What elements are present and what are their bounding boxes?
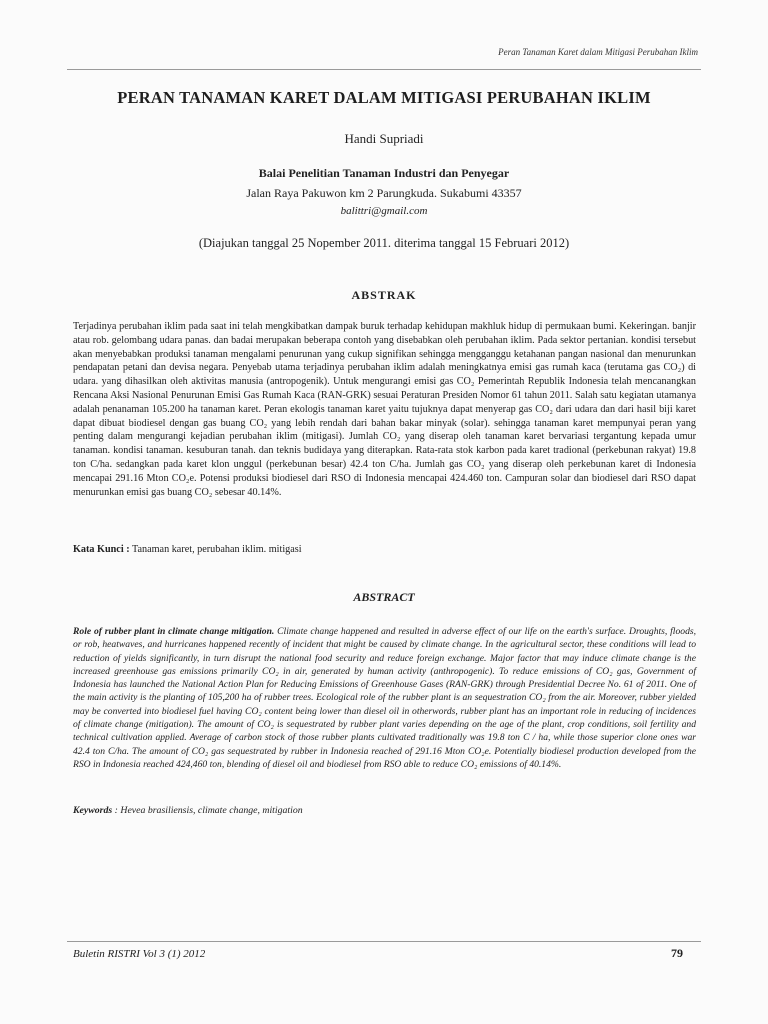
footer-rule [67, 941, 701, 942]
abstrak-body: Terjadinya perubahan iklim pada saat ini telah mengkibatkan dampak buruk terhadap kehidupan makhluk hidup di permukaan bumi. Kekeringan. banjir atau rob. gelombang udara panas. dan badai merupakan beberapa contoh yang disebabkan oleh perubahan iklim. Pada sektor pertanian. kondisi tersebut akan menyebabkan produksi tanaman mengalami penurunan yang cukup signifikan sehingga mengganggu ketahanan pangan nasional dan menurunkan pendapatan petani dan devisa negara. Penyebab utama terjadinya perubahan iklim adalah meningkatnya emisi gas rumah kaca (terutama gas CO₂) di udara. yang dihasilkan oleh aktivitas manusia (antropogenik). Untuk mengurangi emisi gas CO₂ Pemerintah Republik Indonesia telah mencanangkan Rencana Aksi Nasional Penurunan Emisi Gas Rumah Kaca (RAN-GRK) sesuai Peraturan Presiden Nomor 61 tahun 2011. Salah satu kegiatan utamanya adalah penanaman 105.200 ha tanaman karet. Peran ekologis tanaman karet yaitu tujuknya dapat menyerap gas CO₂ dari udara dan dari hasil biji karet dapat dibuat biodiesel dengan gas buang CO₂ yang lebih rendah dari bahan bakar minyak (solar). sehingga tanaman karet mempunyai peran yang penting dalam mengurangi kejadian perubahan iklim (mitigasi). Jumlah CO₂ yang diserap oleh tanaman karet bervariasi tergantung kepada umur tanaman. kondisi tanaman. kesuburan tanah. dan teknis budidaya yang diterapkan. Rata-rata stok karbon pada karet tradional (perkebunan rakyat) 19.8 ton C/ha. sedangkan pada karet klon unggul (perkebunan besar) 42.4 ton C/ha. Jumlah gas CO₂ yang diserap oleh perkebunan karet di Indonesia mencapai 291.16 Mton CO₂e. Potensi produksi biodiesel dari RSO di Indonesia mencapai 424.460 ton. Campuran solar dan biodiesel dari RSO dapat menurunkan emisi gas buang CO₂ sebesar 40.14%. [73, 321, 696, 498]
abstract-lead: Role of rubber plant in climate change mitigation. [73, 626, 275, 637]
header-rule [67, 69, 701, 70]
author-name: Handi Supriadi [344, 131, 424, 146]
journal-citation: Buletin RISTRI Vol 3 (1) 2012 [73, 948, 206, 960]
page-number: 79 [671, 946, 683, 960]
abstract-text: Climate change happened and resulted in adverse effect of our life on the earth's surface. Droughts, floods, or rob, heatwaves, and hurricanes happened recently of incident that might be caused by climate change. In the agricultural sector, these conditions will lead to reduction of yields significantly, in turn disrupt the national food security and reduce foreign exchange. Major factor that may induce climate change is the increased greenhouse gas emissions primarily CO₂ in air, generated by human activity (anthropogenic). To reduce emissions of CO₂ gas, Government of Indonesia has launched the National Action Plan for Reducing Emissions of Greenhouse Gases (RAN-GRK) through Presidential Decree No. 61 of 2011. One of the main activity is the planting of 105,200 ha of rubber trees. Ecological role of the rubber plant is an sequestration CO₂ from the air. Moreover, rubber yielded may be converted into biodiesel fuel having CO₂ content being lower than diesel oil in otherwords, rubber plant has an important role in reducing of incidences of climate change (mitigation). The amount of CO₂ is sequestrated by rubber plant varies depending on the age of the plant, crop conditions, soil fertility and technical cultivation applied. Average of carbon stock of those rubber plants cultivated traditionally was 19.8 ton C / ha, while those superior clone ones war 42.4 ton C/ha. The amount of CO₂ gas sequestrated by rubber in Indonesia reached of 291.16 Mton CO₂e. Potentially biodiesel production developed from the RSO in Indonesia reached 424,460 ton, blending of diesel oil and biodiesel from RSO able to reduce CO₂ emissions of 40.14%. [73, 626, 696, 770]
kata-kunci-label: Kata Kunci : [73, 544, 130, 555]
abstract-body [73, 625, 696, 771]
keywords-label: Keywords [73, 805, 113, 816]
keywords-text: : Hevea brasiliensis, climate change, mitigation [112, 805, 303, 816]
submission-dates: (Diajukan tanggal 25 Nopember 2011. diterima tanggal 15 Februari 2012) [198, 236, 570, 250]
paper-title: PERAN TANAMAN KARET DALAM MITIGASI PERUBAHAN IKLIM [117, 88, 651, 107]
affiliation: Balai Penelitian Tanaman Industri dan Penyegar [258, 166, 510, 180]
keywords [73, 805, 696, 816]
running-header: Peran Tanaman Karet dalam Mitigasi Perubahan Iklim [498, 47, 698, 57]
abstrak-heading: ABSTRAK [351, 288, 417, 302]
kata-kunci [73, 544, 696, 555]
address: Jalan Raya Pakuwon km 2 Parungkuda. Sukabumi 43357 [246, 186, 522, 200]
abstract-heading: ABSTRACT [353, 590, 415, 604]
kata-kunci-text: Tanaman karet, perubahan iklim. mitigasi [129, 544, 302, 555]
email: balittri@gmail.com [340, 205, 428, 217]
